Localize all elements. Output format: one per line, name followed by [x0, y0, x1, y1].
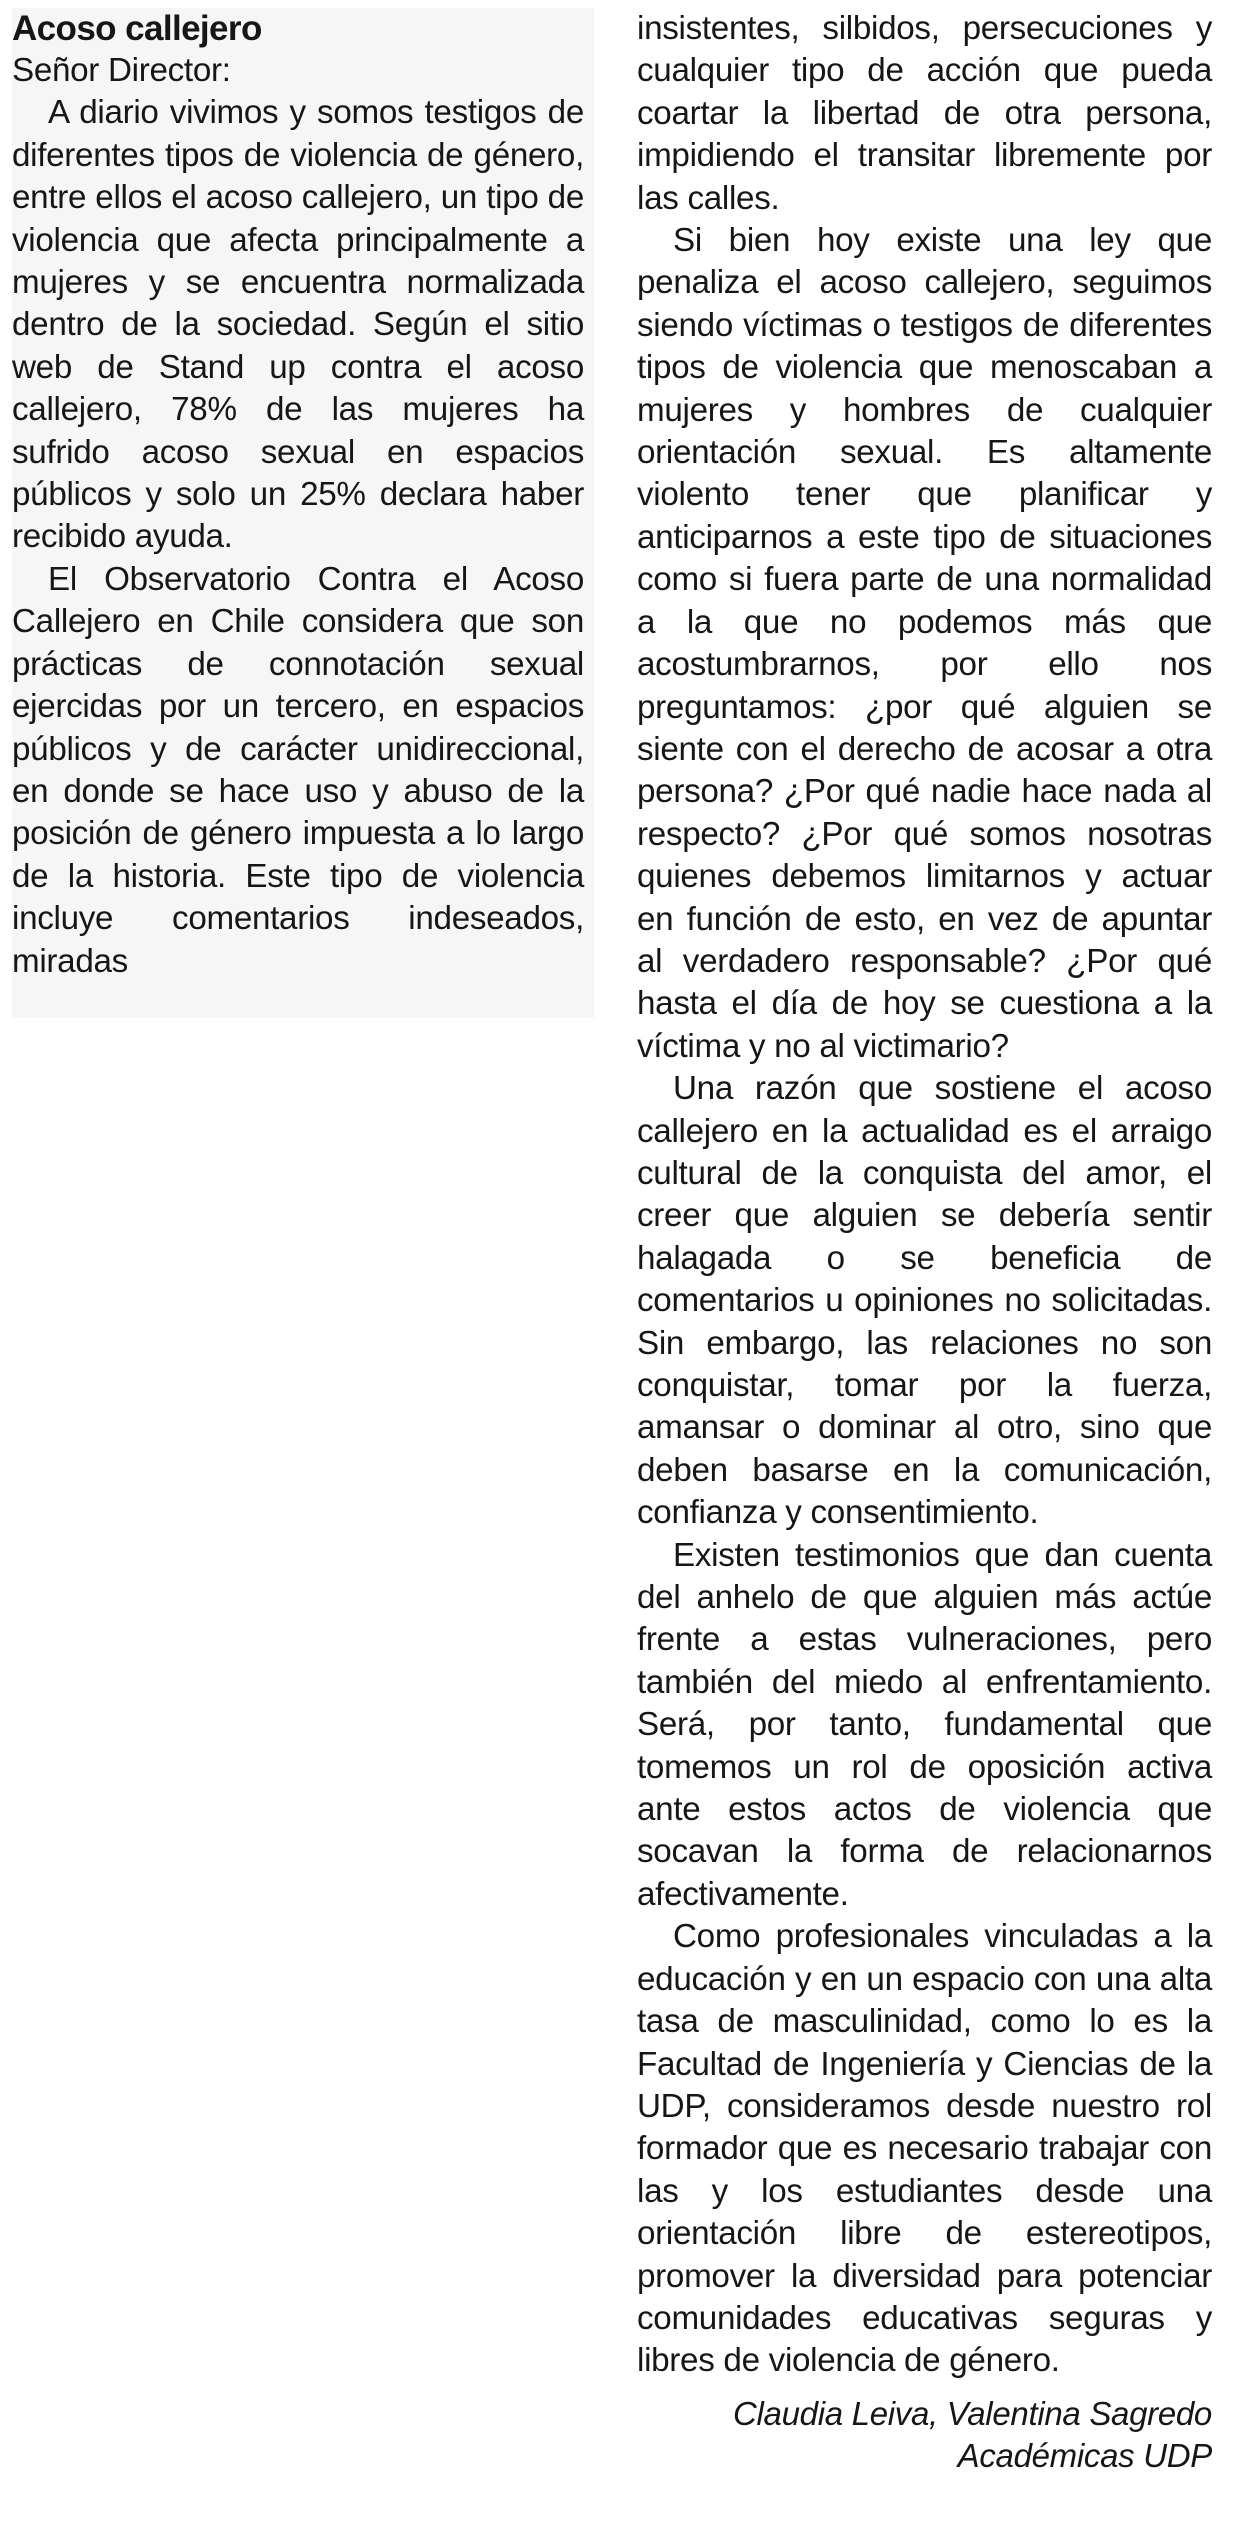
paragraph-observatorio: El Observatorio Contra el Acoso Callejero en Chile considera que son prácticas de connotación sexual ejercidas por un tercero, en espacios públicos y de carácter unidireccional, en donde se hace uso y abuso de la posición de género impuesta a lo largo de la historia. Este tipo de violencia incluye comentarios indeseados, miradas: [12, 560, 584, 980]
paragraph-razon: Una razón que sostiene el acoso callejero en la actualidad es el arraigo cultural de la conquista del amor, el creer que alguien se debería sentir halagada o se beneficia de comentarios u opiniones no solicitadas. Sin embargo, las relaciones no son conquistar, tomar por la fuerza, amansar o dominar al otro, sino que deben basarse en la comunicación, confianza y consentimiento.: [637, 1070, 1212, 1532]
left-column: [12, 8, 594, 1018]
paragraph-continuation: insistentes, silbidos, persecuciones y cualquier tipo de acción que pueda coartar la libertad de otra persona, impidiendo el transitar libremente por las calles.: [637, 10, 1212, 217]
signature-authors: Claudia Leiva, Valentina Sagredo: [732, 2394, 1212, 2432]
signature-affiliation: Académicas UDP: [957, 2436, 1212, 2474]
letter-title: Acoso callejero: [12, 9, 262, 48]
paragraph-intro: A diario vivimos y somos testigos de diferentes tipos de violencia de género, entre ellos el acoso callejero, un tipo de violencia que afecta principalmente a mujeres y se encuentra normalizada dentro de la sociedad. Según el sitio web de Stand up contra el acoso callejero, 78% de las mujeres ha sufrido acoso sexual en espacios públicos y solo un 25% declara haber recibido ayuda.: [12, 94, 584, 556]
salutation: Señor Director:: [12, 52, 231, 89]
right-column: [637, 8, 1212, 2477]
paragraph-testimonios: Existen testimonios que dan cuenta del anhelo de que alguien más actúe frente a estas vulneraciones, pero también del miedo al enfrentamiento. Será, por tanto, fundamental que tomemos un rol de oposición activa ante estos actos de violencia que socavan la forma de relacionarnos afectivamente.: [637, 1536, 1212, 1913]
paragraph-profesionales: Como profesionales vinculadas a la educación y en un espacio con una alta tasa de masculinidad, como lo es la Facultad de Ingeniería y Ciencias de la UDP, consideramos desde nuestro rol formador que es necesario trabajar con las y los estudiantes desde una orientación libre de estereotipos, promover la diversidad para potenciar comunidades educativas seguras y libres de violencia de género.: [637, 1918, 1212, 2380]
paragraph-ley: Si bien hoy existe una ley que penaliza el acoso callejero, seguimos siendo víctimas o testigos de diferentes tipos de violencia que menoscaban a mujeres y hombres de cualquier orientación sexual. Es altamente violento tener que planificar y anticiparnos a este tipo de situaciones como si fuera parte de una normalidad a la que no podemos más que acostumbrarnos, por ello nos preguntamos: ¿por qué alguien se siente con el derecho de acosar a otra persona? ¿Por qué nadie hace nada al respecto? ¿Por qué somos nosotras quienes debemos limitarnos y actuar en función de esto, en vez de apuntar al verdadero responsable? ¿Por qué hasta el día de hoy se cuestiona a la víctima y no al victimario?: [637, 222, 1212, 1065]
signature-block: [637, 2393, 1212, 2477]
